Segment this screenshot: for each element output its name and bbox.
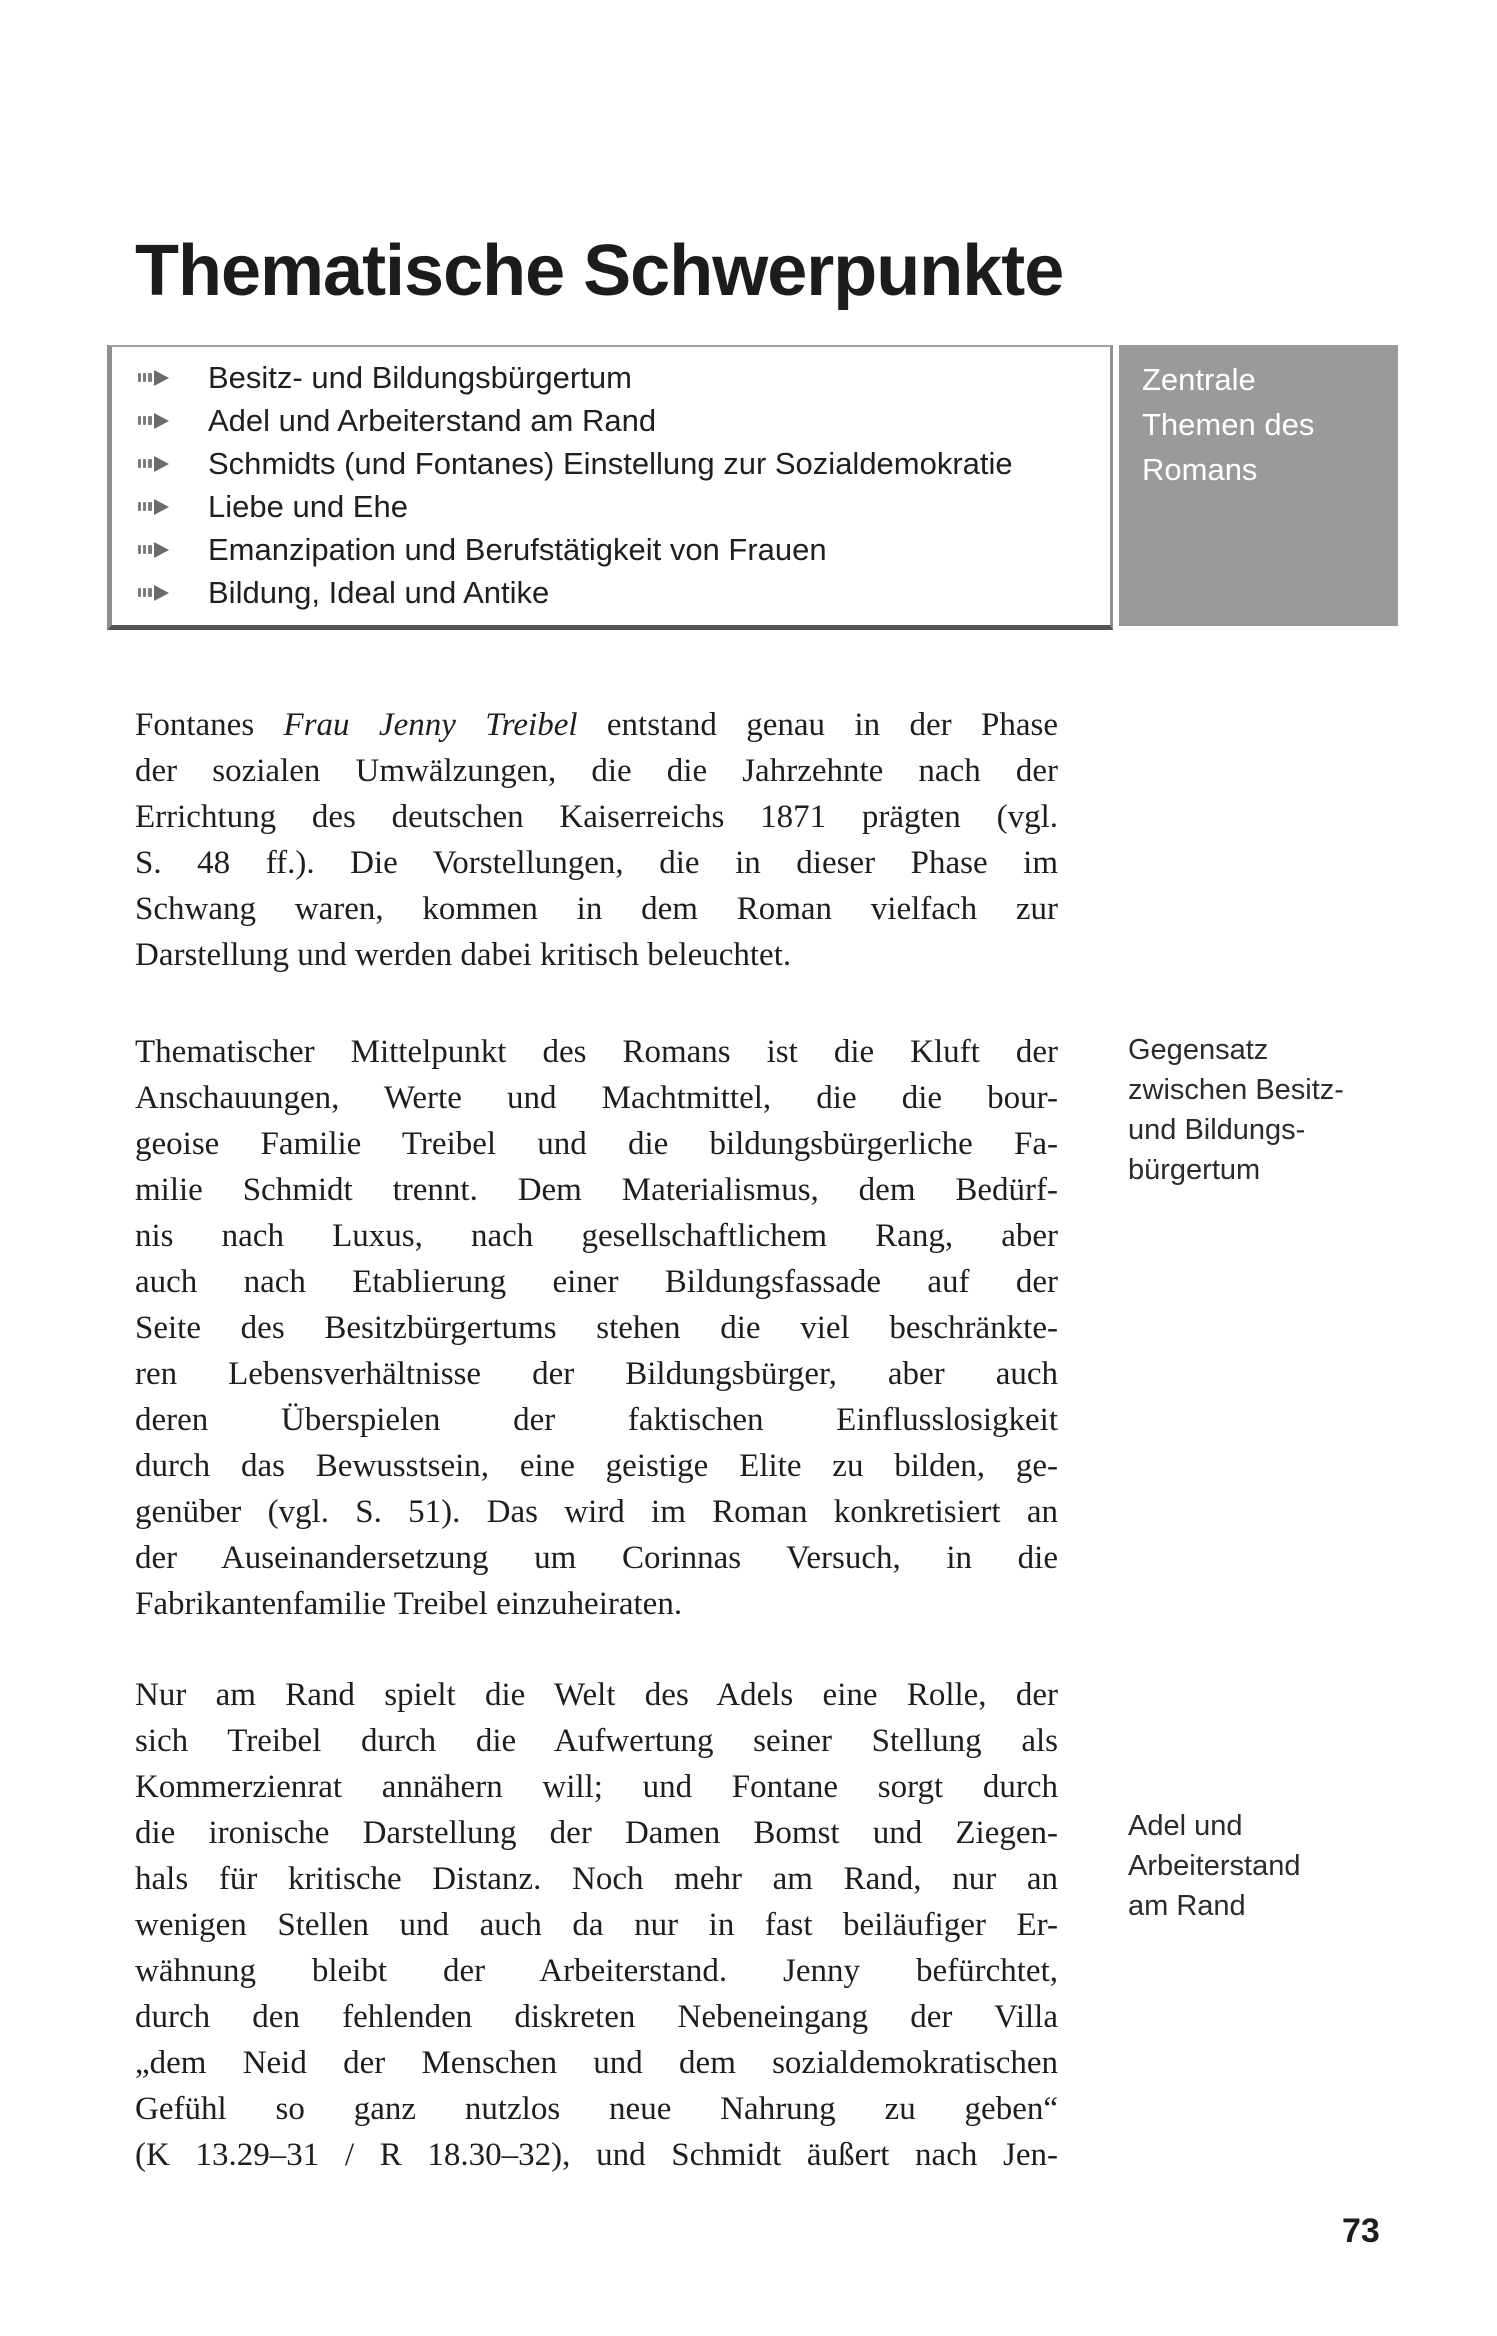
arrow-bullet-icon bbox=[138, 585, 169, 601]
body-paragraph bbox=[135, 1029, 1058, 1627]
margin-note-line: Arbeiterstand bbox=[1128, 1850, 1301, 1882]
body-line: sich Treibel durch die Aufwertung seiner Stellung als bbox=[135, 1723, 1058, 1759]
sidebar-label-line: Romans bbox=[1142, 452, 1258, 487]
body-line: durch den fehlenden diskreten Nebeneingang der Villa bbox=[135, 1999, 1058, 2035]
themes-sidebar bbox=[1119, 345, 1398, 626]
body-line: Fabrikantenfamilie Treibel einzuheiraten. bbox=[135, 1586, 683, 1622]
body-line: deren Überspielen der faktischen Einflusslosigkeit bbox=[135, 1402, 1058, 1438]
margin-note-line: Gegensatz bbox=[1128, 1034, 1269, 1066]
body-line: hals für kritische Distanz. Noch mehr am Rand, nur an bbox=[135, 1861, 1058, 1897]
body-line: geoise Familie Treibel und die bildungsbürgerliche Fa- bbox=[135, 1126, 1058, 1162]
italic-title-text: Frau Jenny Treibel bbox=[283, 707, 578, 743]
body-line: ren Lebensverhältnisse der Bildungsbürger, aber auch bbox=[135, 1356, 1058, 1392]
arrow-bullet-icon bbox=[138, 499, 169, 515]
body-paragraph bbox=[135, 702, 1058, 978]
margin-note-line: zwischen Besitz- bbox=[1128, 1074, 1344, 1106]
body-line: Thematischer Mittelpunkt des Romans ist die Kluft der bbox=[135, 1034, 1058, 1070]
theme-item bbox=[112, 485, 1110, 528]
body-line: Gefühl so ganz nutzlos neue Nahrung zu geben“ bbox=[135, 2091, 1058, 2127]
page-number: 73 bbox=[1342, 2212, 1380, 2250]
body-line: wenigen Stellen und auch da nur in fast beiläufiger Er- bbox=[135, 1907, 1058, 1943]
arrow-bullet-icon bbox=[138, 456, 169, 472]
body-line: Nur am Rand spielt die Welt des Adels eine Rolle, der bbox=[135, 1677, 1058, 1713]
body-line: der sozialen Umwälzungen, die die Jahrzehnte nach der bbox=[135, 753, 1058, 789]
body-line: Schwang waren, kommen in dem Roman vielfach zur bbox=[135, 891, 1058, 927]
body-text: entstand genau in der Phase bbox=[577, 707, 1058, 743]
body-line: S. 48 ff.). Die Vorstellungen, die in dieser Phase im bbox=[135, 845, 1058, 881]
margin-note-line: am Rand bbox=[1128, 1890, 1246, 1922]
page-title: Thematische Schwerpunkte bbox=[135, 231, 1064, 312]
theme-item bbox=[112, 399, 1110, 442]
body-line: auch nach Etablierung einer Bildungsfassade auf der bbox=[135, 1264, 1058, 1300]
body-line bbox=[135, 702, 1058, 748]
body-line: (K 13.29–31 / R 18.30–32), und Schmidt äußert nach Jen- bbox=[135, 2137, 1058, 2173]
theme-label: Adel und Arbeiterstand am Rand bbox=[208, 403, 657, 438]
body-line: wähnung bleibt der Arbeiterstand. Jenny befürchtet, bbox=[135, 1953, 1058, 1989]
arrow-bullet-icon bbox=[138, 370, 169, 386]
theme-label: Liebe und Ehe bbox=[208, 489, 408, 524]
theme-label: Emanzipation und Berufstätigkeit von Frauen bbox=[208, 532, 827, 567]
sidebar-label-line: Themen des bbox=[1142, 407, 1315, 442]
themes-list bbox=[112, 356, 1110, 614]
body-line: Kommerzienrat annähern will; und Fontane sorgt durch bbox=[135, 1769, 1058, 1805]
sidebar-label-line: Zentrale bbox=[1142, 362, 1256, 397]
body-line: Darstellung und werden dabei kritisch beleuchtet. bbox=[135, 937, 792, 973]
body-line: Errichtung des deutschen Kaiserreichs 1871 prägten (vgl. bbox=[135, 799, 1058, 835]
margin-note bbox=[1128, 1806, 1428, 1926]
body-line: die ironische Darstellung der Damen Bomst und Ziegen- bbox=[135, 1815, 1058, 1851]
theme-label: Besitz- und Bildungsbürgertum bbox=[208, 360, 632, 395]
body-paragraph bbox=[135, 1672, 1058, 2178]
theme-item bbox=[112, 571, 1110, 614]
themes-box bbox=[107, 345, 1113, 630]
theme-item bbox=[112, 528, 1110, 571]
body-line: „dem Neid der Menschen und dem sozialdemokratischen bbox=[135, 2045, 1058, 2081]
margin-note-line: Adel und bbox=[1128, 1810, 1243, 1842]
body-text: Fontanes bbox=[135, 707, 284, 743]
body-line: Anschauungen, Werte und Machtmittel, die die bour- bbox=[135, 1080, 1058, 1116]
theme-label: Bildung, Ideal und Antike bbox=[208, 575, 550, 610]
theme-label: Schmidts (und Fontanes) Einstellung zur Sozialdemokratie bbox=[208, 446, 1013, 481]
margin-note bbox=[1128, 1030, 1428, 1190]
arrow-bullet-icon bbox=[138, 542, 169, 558]
margin-note-line: und Bildungs- bbox=[1128, 1114, 1306, 1146]
body-line: nis nach Luxus, nach gesellschaftlichem Rang, aber bbox=[135, 1218, 1058, 1254]
theme-item bbox=[112, 356, 1110, 399]
body-line: Seite des Besitzbürgertums stehen die viel beschränkte- bbox=[135, 1310, 1058, 1346]
arrow-bullet-icon bbox=[138, 413, 169, 429]
body-line: durch das Bewusstsein, eine geistige Elite zu bilden, ge- bbox=[135, 1448, 1058, 1484]
body-line: genüber (vgl. S. 51). Das wird im Roman konkretisiert an bbox=[135, 1494, 1058, 1530]
theme-item bbox=[112, 442, 1110, 485]
body-line: der Auseinandersetzung um Corinnas Versuch, in die bbox=[135, 1540, 1058, 1576]
margin-note-line: bürgertum bbox=[1128, 1154, 1261, 1186]
body-line: milie Schmidt trennt. Dem Materialismus, dem Bedürf- bbox=[135, 1172, 1058, 1208]
